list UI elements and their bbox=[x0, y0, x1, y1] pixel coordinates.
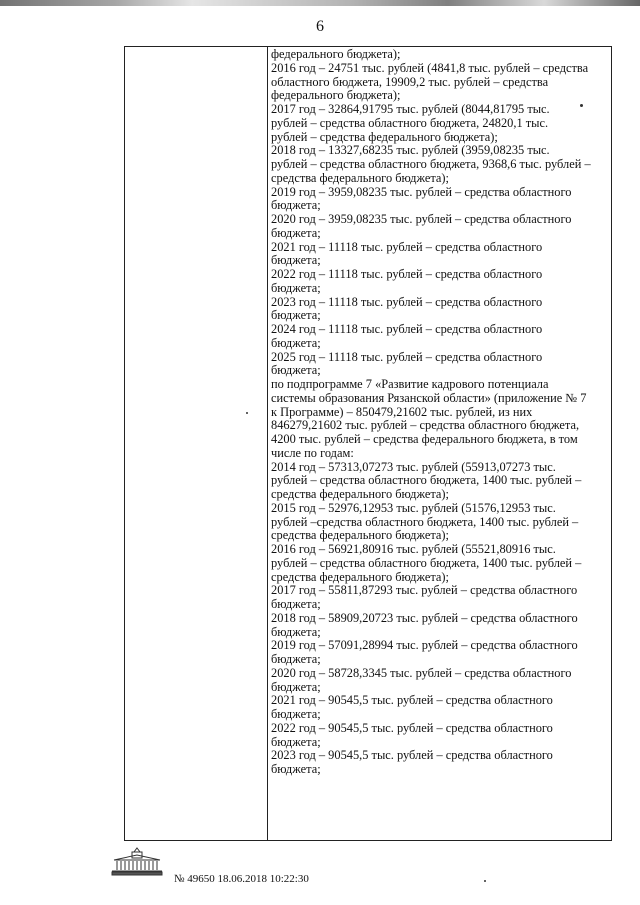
text-line: 2016 год – 24751 тыс. рублей (4841,8 тыс. рублей – средства bbox=[271, 61, 589, 75]
text-line: 2017 год – 55811,87293 тыс. рублей – средства областного bbox=[271, 584, 578, 598]
text-line: рублей – средства областного бюджета, 9368,6 тыс. рублей – bbox=[271, 158, 591, 171]
text-line: средства федерального бюджета); bbox=[271, 529, 449, 543]
text-line: бюджета; bbox=[271, 680, 321, 694]
table-column-divider bbox=[267, 47, 268, 840]
text-line: 2020 год – 3959,08235 тыс. рублей – средства областного bbox=[271, 213, 572, 226]
text-line: 2024 год – 11118 тыс. рублей – средства областного bbox=[271, 323, 543, 336]
text-line: федерального бюджета); bbox=[271, 89, 401, 103]
text-line: к Программе) – 850479,21602 тыс. рублей, из них bbox=[271, 405, 533, 419]
text-line: 2019 год – 3959,08235 тыс. рублей – средства областного bbox=[271, 185, 572, 199]
text-line: бюджета; bbox=[271, 598, 321, 611]
text-line: по подпрограмме 7 «Развитие кадрового потенциала bbox=[271, 378, 549, 391]
text-line: рублей – средства федерального бюджета); bbox=[271, 130, 498, 144]
text-line: 2021 год – 90545,5 тыс. рублей – средства областного bbox=[271, 694, 553, 708]
text-line: бюджета; bbox=[271, 708, 321, 721]
text-line: 2016 год – 56921,80916 тыс. рублей (55521,80916 тыс. bbox=[271, 543, 556, 556]
text-line: 4200 тыс. рублей – средства федерального бюджета, в том bbox=[271, 433, 578, 446]
text-line: рублей – средства областного бюджета, 24820,1 тыс. bbox=[271, 116, 549, 130]
text-line: областного бюджета, 19909,2 тыс. рублей – средства bbox=[271, 75, 549, 89]
text-line: бюджета; bbox=[271, 735, 321, 749]
scan-speck bbox=[246, 412, 248, 414]
text-line: федерального бюджета); bbox=[271, 48, 401, 61]
text-line: 2020 год – 58728,3345 тыс. рублей – средства областного bbox=[271, 666, 572, 680]
text-line: 2019 год – 57091,28994 тыс. рублей – средства областного bbox=[271, 639, 578, 653]
registration-number: № 49650 18.06.2018 10:22:30 bbox=[174, 873, 309, 885]
text-line: бюджета; bbox=[271, 336, 321, 350]
text-line: бюджета; bbox=[271, 199, 321, 213]
text-line: бюджета; bbox=[271, 653, 321, 666]
text-line: 2025 год – 11118 тыс. рублей – средства областного bbox=[271, 350, 543, 364]
text-line: 2017 год – 32864,91795 тыс. рублей (8044,81795 тыс. bbox=[271, 103, 550, 116]
text-line: 2023 год – 11118 тыс. рублей – средства областного bbox=[271, 295, 543, 309]
text-line: бюджета; bbox=[271, 364, 321, 378]
text-line: 2023 год – 90545,5 тыс. рублей – средства областного bbox=[271, 749, 553, 763]
text-line: бюджета; bbox=[271, 254, 321, 268]
scan-speck bbox=[580, 104, 583, 107]
text-line: системы образования Рязанской области» (приложение № 7 bbox=[271, 391, 587, 405]
text-line: средства федерального бюджета); bbox=[271, 570, 449, 584]
text-line: бюджета; bbox=[271, 226, 321, 240]
program-table bbox=[124, 46, 612, 841]
text-line: рублей – средства областного бюджета, 1400 тыс. рублей – bbox=[271, 556, 582, 570]
text-line: бюджета; bbox=[271, 763, 321, 776]
text-line: 2022 год – 11118 тыс. рублей – средства областного bbox=[271, 268, 543, 281]
text-line: 2015 год – 52976,12953 тыс. рублей (51576,12953 тыс. bbox=[271, 501, 556, 515]
table-left-cell bbox=[125, 47, 267, 840]
text-line: 2018 год – 13327,68235 тыс. рублей (3959,08235 тыс. bbox=[271, 144, 550, 158]
text-line: средства федерального бюджета); bbox=[271, 171, 449, 185]
text-line: 2014 год – 57313,07273 тыс. рублей (55913,07273 тыс. bbox=[271, 460, 556, 474]
text-line: 2018 год – 58909,20723 тыс. рублей – средства областного bbox=[271, 611, 578, 625]
scan-top-edge bbox=[0, 0, 640, 6]
building-emblem-icon bbox=[108, 846, 166, 876]
text-line: 846279,21602 тыс. рублей – средства областного бюджета, bbox=[271, 419, 580, 433]
text-line: 2021 год – 11118 тыс. рублей – средства областного bbox=[271, 240, 543, 254]
text-line: рублей – средства областного бюджета, 1400 тыс. рублей – bbox=[271, 474, 582, 488]
text-line: 2022 год – 90545,5 тыс. рублей – средства областного bbox=[271, 721, 553, 735]
text-line: бюджета; bbox=[271, 281, 321, 295]
text-line: бюджета; bbox=[271, 625, 321, 639]
table-right-cell bbox=[271, 48, 609, 777]
text-line: числе по годам: bbox=[271, 446, 354, 460]
document-footer bbox=[108, 846, 528, 890]
text-line: бюджета; bbox=[271, 309, 321, 323]
text-line: рублей –средства областного бюджета, 1400 тыс. рублей – bbox=[271, 515, 579, 529]
text-line: средства федерального бюджета); bbox=[271, 488, 449, 501]
page-number: 6 bbox=[316, 18, 324, 35]
